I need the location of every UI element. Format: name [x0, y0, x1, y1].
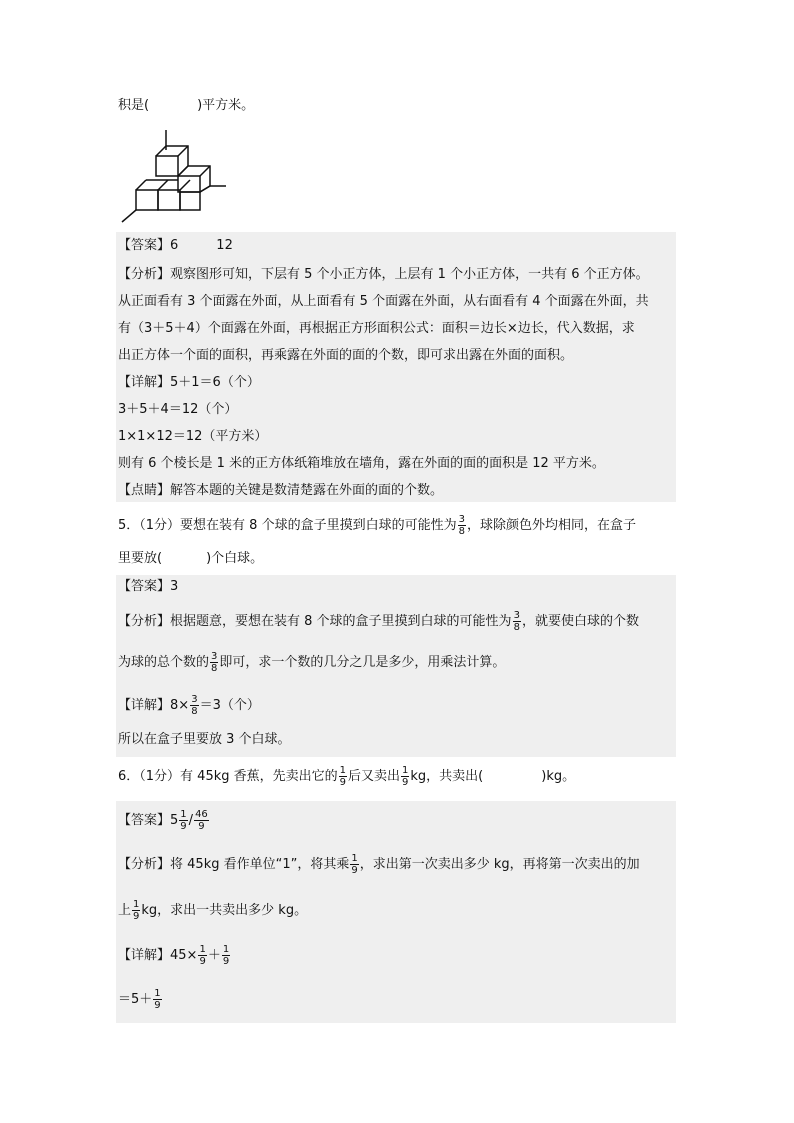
- denominator: 9: [154, 1000, 161, 1011]
- text: kg，共卖出(: [410, 769, 484, 784]
- analysis-tag: 【分析】: [118, 614, 171, 629]
- denominator: 9: [351, 865, 358, 876]
- q5-stem: [118, 514, 636, 537]
- q6-analysis: [118, 853, 640, 876]
- text: kg，求出一共卖出多少 kg。: [141, 903, 308, 918]
- text: 根据题意，要想在装有 8 个球的盒子里摸到白球的可能性为: [170, 614, 512, 629]
- cube-stack-diagram: [120, 126, 230, 224]
- q4-analysis-line: [118, 265, 649, 285]
- text: 45×: [170, 948, 198, 963]
- text: 观察图形可知，下层有 5 个小正方体，上层有 1 个小正方体，一共有 6 个正方体。: [170, 267, 649, 282]
- q5-analysis: [118, 651, 505, 674]
- q6-answer: [118, 809, 210, 832]
- q6-analysis: [118, 899, 307, 922]
- numerator: 1: [180, 809, 187, 820]
- numerator: 3: [513, 610, 520, 621]
- fraction: [458, 514, 466, 537]
- fraction: [513, 610, 521, 633]
- numerator: 1: [154, 988, 161, 999]
- q4-analysis-line: 有（3＋5＋4）个面露在外面，再根据正方形面积公式：面积＝边长×边长，代入数据，求: [118, 321, 635, 336]
- text: 6．（1分）有 45kg 香蕉，先卖出它的: [118, 769, 338, 784]
- numerator: 3: [191, 694, 198, 705]
- numerator: 1: [351, 853, 358, 864]
- q5-detail: 所以在盒子里要放 3 个白球。: [118, 732, 291, 747]
- denominator: 9: [222, 956, 230, 967]
- denominator: 8: [513, 622, 520, 633]
- detail-tag: 【详解】: [118, 698, 171, 713]
- fraction: [179, 809, 187, 832]
- text: ＝5＋: [118, 992, 153, 1007]
- denominator: 8: [191, 706, 198, 717]
- q6-stem: [118, 765, 575, 788]
- q6-detail: [118, 988, 163, 1011]
- fraction: [339, 765, 347, 788]
- answer-tag: 【答案】: [118, 579, 171, 594]
- text: 积是(: [118, 98, 150, 113]
- text: 5＋1＝6（个）: [170, 375, 260, 390]
- q4-analysis-line: 从正面看有 3 个面露在外面，从上面看有 5 个面露在外面，从右面看有 4 个面露在外面，共: [118, 294, 649, 309]
- q4-detail-line: 1×1×12＝12（平方米）: [118, 429, 268, 444]
- text: 上: [118, 903, 132, 918]
- separator: /: [188, 813, 194, 828]
- text: ，就要使白球的个数: [521, 614, 639, 629]
- text: ，求出第一次卖出多少 kg，再将第一次卖出的加: [359, 857, 640, 872]
- mixed-number-whole: 5: [170, 813, 179, 828]
- text: 5．（1分）要想在装有 8 个球的盒子里摸到白球的可能性为: [118, 518, 457, 533]
- text: 为球的总个数的: [118, 655, 210, 670]
- text: )kg。: [541, 769, 576, 784]
- detail-tag: 【详解】: [118, 375, 171, 390]
- q4-answer: [118, 236, 233, 256]
- answer-value: 3: [170, 579, 179, 594]
- numerator: 1: [339, 765, 347, 776]
- detail-tag: 【详解】: [118, 948, 171, 963]
- q6-detail: [118, 944, 231, 967]
- fraction: [198, 944, 206, 967]
- fraction: [153, 988, 161, 1011]
- analysis-tag: 【分析】: [118, 267, 171, 282]
- text: 8×: [170, 698, 190, 713]
- q5-detail: [118, 694, 260, 717]
- analysis-tag: 【分析】: [118, 857, 171, 872]
- q4-detail-line: 则有 6 个棱长是 1 米的正方体纸箱堆放在墙角，露在外面的面的面积是 12 平方米。: [118, 456, 605, 471]
- q4-comment: [118, 481, 443, 501]
- numerator: 1: [199, 944, 206, 955]
- fraction: [132, 899, 140, 922]
- answer-tag: 【答案】: [118, 238, 171, 253]
- fraction: [210, 651, 218, 674]
- q4-detail-line: [118, 373, 260, 393]
- q4-analysis-line: 出正方体一个面的面积，再乘露在外面的面的个数，即可求出露在外面的面积。: [118, 348, 574, 363]
- fraction: [194, 809, 209, 832]
- answer-value: 6: [170, 238, 179, 253]
- text: 解答本题的关键是数清楚露在外面的面的个数。: [170, 483, 444, 498]
- numerator: 3: [458, 514, 465, 525]
- prev-question-tail: [118, 96, 254, 116]
- denominator: 9: [199, 956, 206, 967]
- fraction: [350, 853, 358, 876]
- q4-detail-line: 3＋5＋4＝12（个）: [118, 402, 238, 417]
- text: ＋: [207, 948, 221, 963]
- text: 里要放(: [118, 551, 163, 566]
- text: 即可，求一个数的几分之几是多少，用乘法计算。: [219, 655, 506, 670]
- comment-tag: 【点睛】: [118, 483, 171, 498]
- denominator: 8: [458, 526, 465, 537]
- denominator: 9: [180, 821, 187, 832]
- denominator: 9: [198, 821, 205, 832]
- denominator: 9: [402, 777, 409, 788]
- denominator: 9: [133, 911, 140, 922]
- q5-stem: [118, 549, 263, 569]
- numerator: 46: [195, 809, 208, 820]
- denominator: 8: [211, 663, 218, 674]
- answer-tag: 【答案】: [118, 813, 171, 828]
- numerator: 1: [402, 765, 409, 776]
- fraction: [222, 944, 230, 967]
- q5-answer: [118, 577, 178, 597]
- text: )个白球。: [206, 551, 264, 566]
- text: )平方米。: [197, 98, 255, 113]
- q5-analysis: [118, 610, 639, 633]
- fraction: [190, 694, 198, 717]
- numerator: 1: [133, 899, 140, 910]
- numerator: 1: [222, 944, 230, 955]
- answer-value: 12: [216, 238, 233, 253]
- fraction: [401, 765, 409, 788]
- text: 将 45kg 看作单位“1”，将其乘: [170, 857, 350, 872]
- denominator: 9: [339, 777, 347, 788]
- text: ＝3（个）: [199, 698, 260, 713]
- numerator: 3: [211, 651, 218, 662]
- text: 后又卖出: [348, 769, 401, 784]
- text: ，球除颜色外均相同，在盒子: [466, 518, 636, 533]
